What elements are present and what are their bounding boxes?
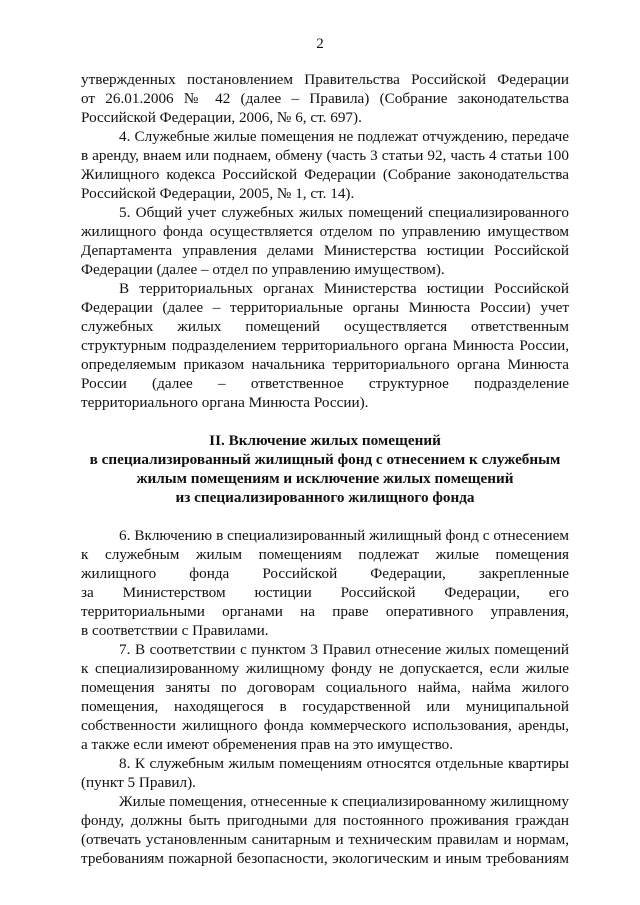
text-line: в аренду, внаем или поднаем, обмену (часть 3 статьи 92, часть 4 статьи 100 <box>81 147 569 164</box>
paragraph-5 <box>81 203 569 279</box>
heading-line: II. Включение жилых помещений <box>209 432 441 449</box>
text-line: служебных жилых помещений осуществляется ответственным <box>81 318 569 335</box>
text-line: к служебным жилым помещениям подлежат жилые помещения <box>81 546 569 563</box>
text-line: Департамента управления делами Министерства юстиции Российской <box>81 242 569 259</box>
text-line: В территориальных органах Министерства юстиции Российской <box>119 280 569 297</box>
text-line: (отвечать установленным санитарным и техническим правилам и нормам, <box>81 831 569 848</box>
section-heading <box>81 431 569 507</box>
text-line: Федерации (далее – территориальные органы Минюста России) учет <box>81 299 569 316</box>
paragraph-8b <box>81 792 569 868</box>
text-line: 4. Служебные жилые помещения не подлежат отчуждению, передаче <box>119 128 569 145</box>
text-line: Федерации (далее – отдел по управлению имуществом). <box>81 261 445 278</box>
text-line: Российской Федерации, 2005, № 1, ст. 14). <box>81 185 355 202</box>
text-line: в соответствии с Правилами. <box>81 622 269 639</box>
text-line: Жилищного кодекса Российской Федерации (Собрание законодательства <box>81 166 569 183</box>
text-line: 7. В соответствии с пунктом 3 Правил отнесение жилых помещений <box>119 641 569 658</box>
text-line: жилищного фонда Российской Федерации, закрепленные <box>81 565 569 582</box>
paragraph-6 <box>81 526 569 640</box>
text-line: за Министерством юстиции Российской Федерации, его <box>81 584 569 601</box>
text-line: фонду, должны быть пригодными для постоянного проживания граждан <box>81 812 569 829</box>
paragraph-7 <box>81 640 569 754</box>
text-line: жилищного фонда осуществляется отделом по управлению имуществом <box>81 223 569 240</box>
text-line: к специализированному жилищному фонду не допускается, если жилые <box>81 660 569 677</box>
heading-line: жилым помещениям и исключение жилых помещений <box>136 470 514 487</box>
text-line: 8. К служебным жилым помещениям относятся отдельные квартиры <box>119 755 569 772</box>
text-line: помещения заняты по договорам социального найма, найма жилого <box>81 679 569 696</box>
text-line: утвержденных постановлением Правительства Российской Федерации <box>81 71 569 88</box>
text-line: определяемым приказом начальника территориального органа Минюста <box>81 356 569 373</box>
text-line: Жилые помещения, отнесенные к специализированному жилищному <box>119 793 569 810</box>
text-line: структурным подразделением территориального органа Минюста России, <box>81 337 569 354</box>
document-body <box>81 70 569 868</box>
paragraph-5b <box>81 279 569 412</box>
text-line: помещения, находящегося в государственной или муниципальной <box>81 698 569 715</box>
heading-line: из специализированного жилищного фонда <box>175 489 475 506</box>
heading-line: в специализированный жилищный фонд с отнесением к служебным <box>89 451 561 468</box>
paragraph-8 <box>81 754 569 792</box>
text-line: России (далее – ответственное структурное подразделение <box>81 375 569 392</box>
text-line: 6. Включению в специализированный жилищный фонд с отнесением <box>119 527 569 544</box>
text-line: (пункт 5 Правил). <box>81 774 196 791</box>
text-line: 5. Общий учет служебных жилых помещений специализированного <box>119 204 569 221</box>
text-line: от 26.01.2006 № 42 (далее – Правила) (Собрание законодательства <box>81 90 569 107</box>
text-line: требованиям пожарной безопасности, экологическим и иным требованиям <box>81 850 569 867</box>
text-line: а также если имеют обременения прав на это имущество. <box>81 736 454 753</box>
paragraph-intro <box>81 70 569 127</box>
page-number: 2 <box>316 36 324 52</box>
text-line: территориального органа Минюста России). <box>81 394 369 411</box>
text-line: Российской Федерации, 2006, № 6, ст. 697). <box>81 109 362 126</box>
paragraph-4 <box>81 127 569 203</box>
text-line: территориальными органами на праве оперативного управления, <box>81 603 569 620</box>
text-line: собственности жилищного фонда коммерческого использования, аренды, <box>81 717 569 734</box>
